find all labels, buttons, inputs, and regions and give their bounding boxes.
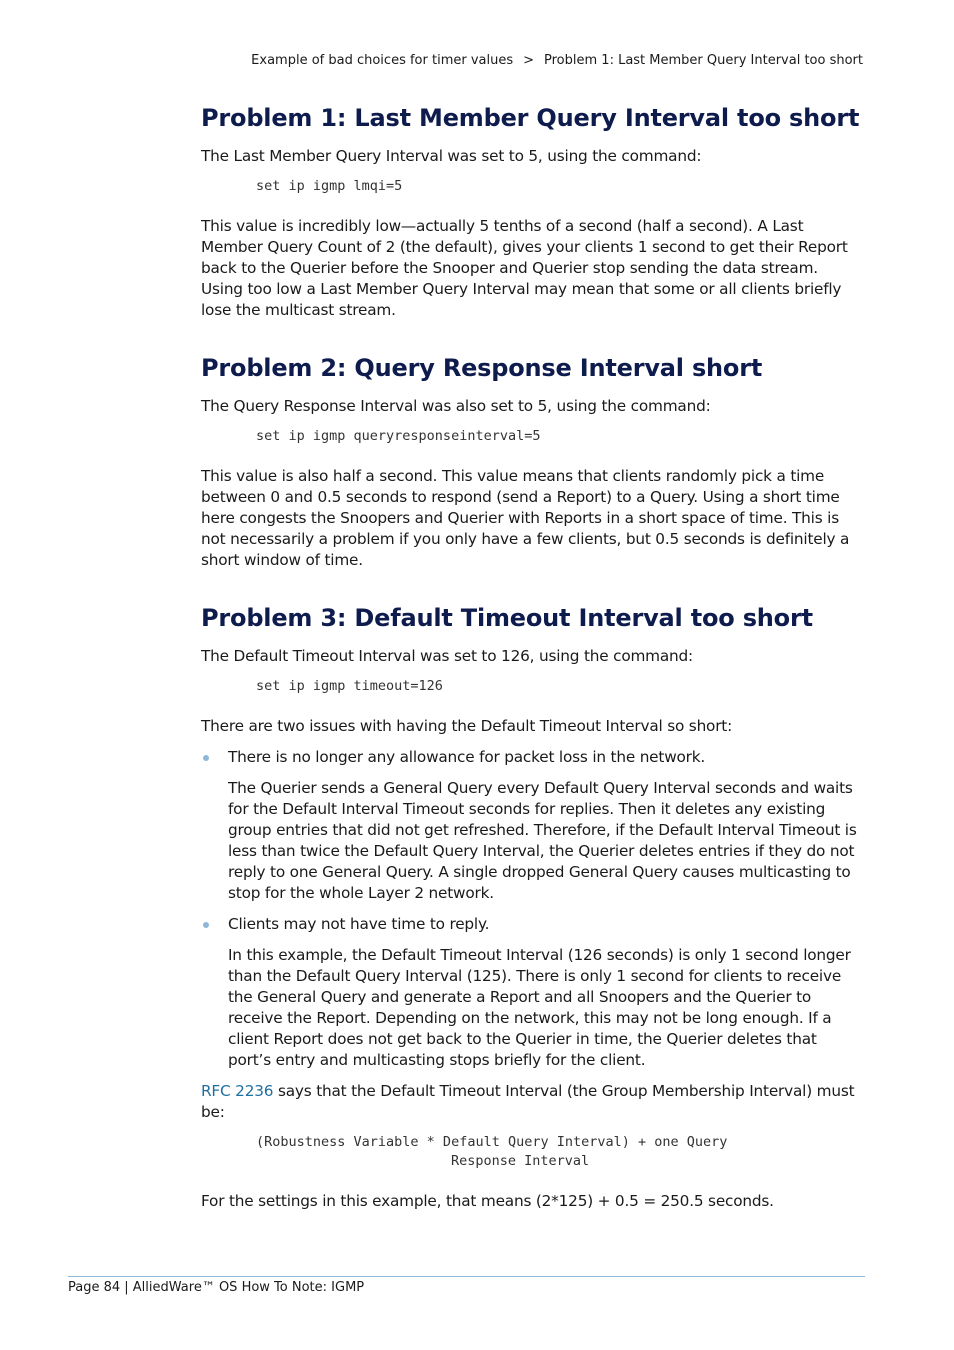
issues-list	[201, 747, 863, 1071]
section-heading: Problem 2: Query Response Interval short	[201, 354, 763, 382]
breadcrumb-parent[interactable]: Example of bad choices for timer values	[251, 53, 514, 68]
footer-divider	[68, 1276, 865, 1277]
bullet-icon	[203, 922, 209, 928]
issues-intro: There are two issues with having the Default Timeout Interval so short:	[201, 717, 733, 735]
formula-line-2: Response Interval	[451, 1153, 590, 1169]
bullet-detail: In this example, the Default Timeout Interval (126 seconds) is only 1 second longer than the Default Query Interval (125). There is only 1 second for clients to receive the General Query and generate a Report and all Snoopers and the Querier to receive the Report. Depending on the network, this may not be long enough. If a client Report does not get back to the Querier in time, the Querier deletes that port’s entry and multicasting stops briefly for the client.	[228, 946, 851, 1069]
formula-block	[256, 1133, 863, 1171]
list-item	[201, 747, 863, 904]
formula-line-1: (Robustness Variable * Default Query Interval) + one Query	[256, 1134, 728, 1150]
breadcrumb-separator: >	[523, 53, 535, 68]
bullet-lead: There is no longer any allowance for packet loss in the network.	[228, 748, 706, 766]
breadcrumb	[251, 53, 863, 68]
rfc-2236-link[interactable]: RFC 2236	[201, 1082, 274, 1100]
section-problem-1	[201, 104, 863, 321]
breadcrumb-current: Problem 1: Last Member Query Interval too short	[544, 53, 863, 68]
section-problem-3	[201, 604, 863, 1212]
list-item	[201, 914, 863, 1071]
rfc-text: says that the Default Timeout Interval (the Group Membership Interval) must be:	[201, 1082, 855, 1121]
section-problem-2	[201, 354, 863, 571]
bullet-icon	[203, 755, 209, 761]
section-body: This value is incredibly low—actually 5 tenths of a second (half a second). A Last Member Query Count of 2 (the default), gives your clients 1 second to get their Report back to the Querier before the Snooper and Querier stop sending the data stream. Using too low a Last Member Query Interval may mean that some or all clients briefly lose the multicast stream.	[201, 217, 848, 319]
command-block: set ip igmp timeout=126	[256, 678, 443, 694]
section-intro: The Query Response Interval was also set to 5, using the command:	[201, 397, 711, 415]
bullet-lead: Clients may not have time to reply.	[228, 915, 490, 933]
document-body	[201, 104, 863, 1245]
command-block: set ip igmp queryresponseinterval=5	[256, 428, 541, 444]
section-heading: Problem 1: Last Member Query Interval too short	[201, 104, 860, 132]
section-intro: The Last Member Query Interval was set to 5, using the command:	[201, 147, 702, 165]
section-intro: The Default Timeout Interval was set to 126, using the command:	[201, 647, 694, 665]
section-heading: Problem 3: Default Timeout Interval too short	[201, 604, 813, 632]
page-footer: Page 84 | AlliedWare™ OS How To Note: IGMP	[68, 1280, 365, 1295]
command-block: set ip igmp lmqi=5	[256, 178, 403, 194]
bullet-detail: The Querier sends a General Query every Default Query Interval seconds and waits for the Default Interval Timeout seconds for replies. Then it deletes any existing group entries that did not get refreshed. Therefore, if the Default Interval Timeout is less than twice the Default Query Interval, the Querier deletes entries if they do not reply to one General Query. A single dropped General Query causes multicasting to stop for the whole Layer 2 network.	[228, 779, 857, 902]
rfc-paragraph	[201, 1081, 863, 1123]
conclusion: For the settings in this example, that means (2*125) + 0.5 = 250.5 seconds.	[201, 1192, 774, 1210]
section-body: This value is also half a second. This value means that clients randomly pick a time between 0 and 0.5 seconds to respond (send a Report) to a Query. Using a short time here congests the Snoopers and Querier with Reports in a short space of time. This is not necessarily a problem if you only have a few clients, but 0.5 seconds is definitely a short window of time.	[201, 467, 850, 569]
